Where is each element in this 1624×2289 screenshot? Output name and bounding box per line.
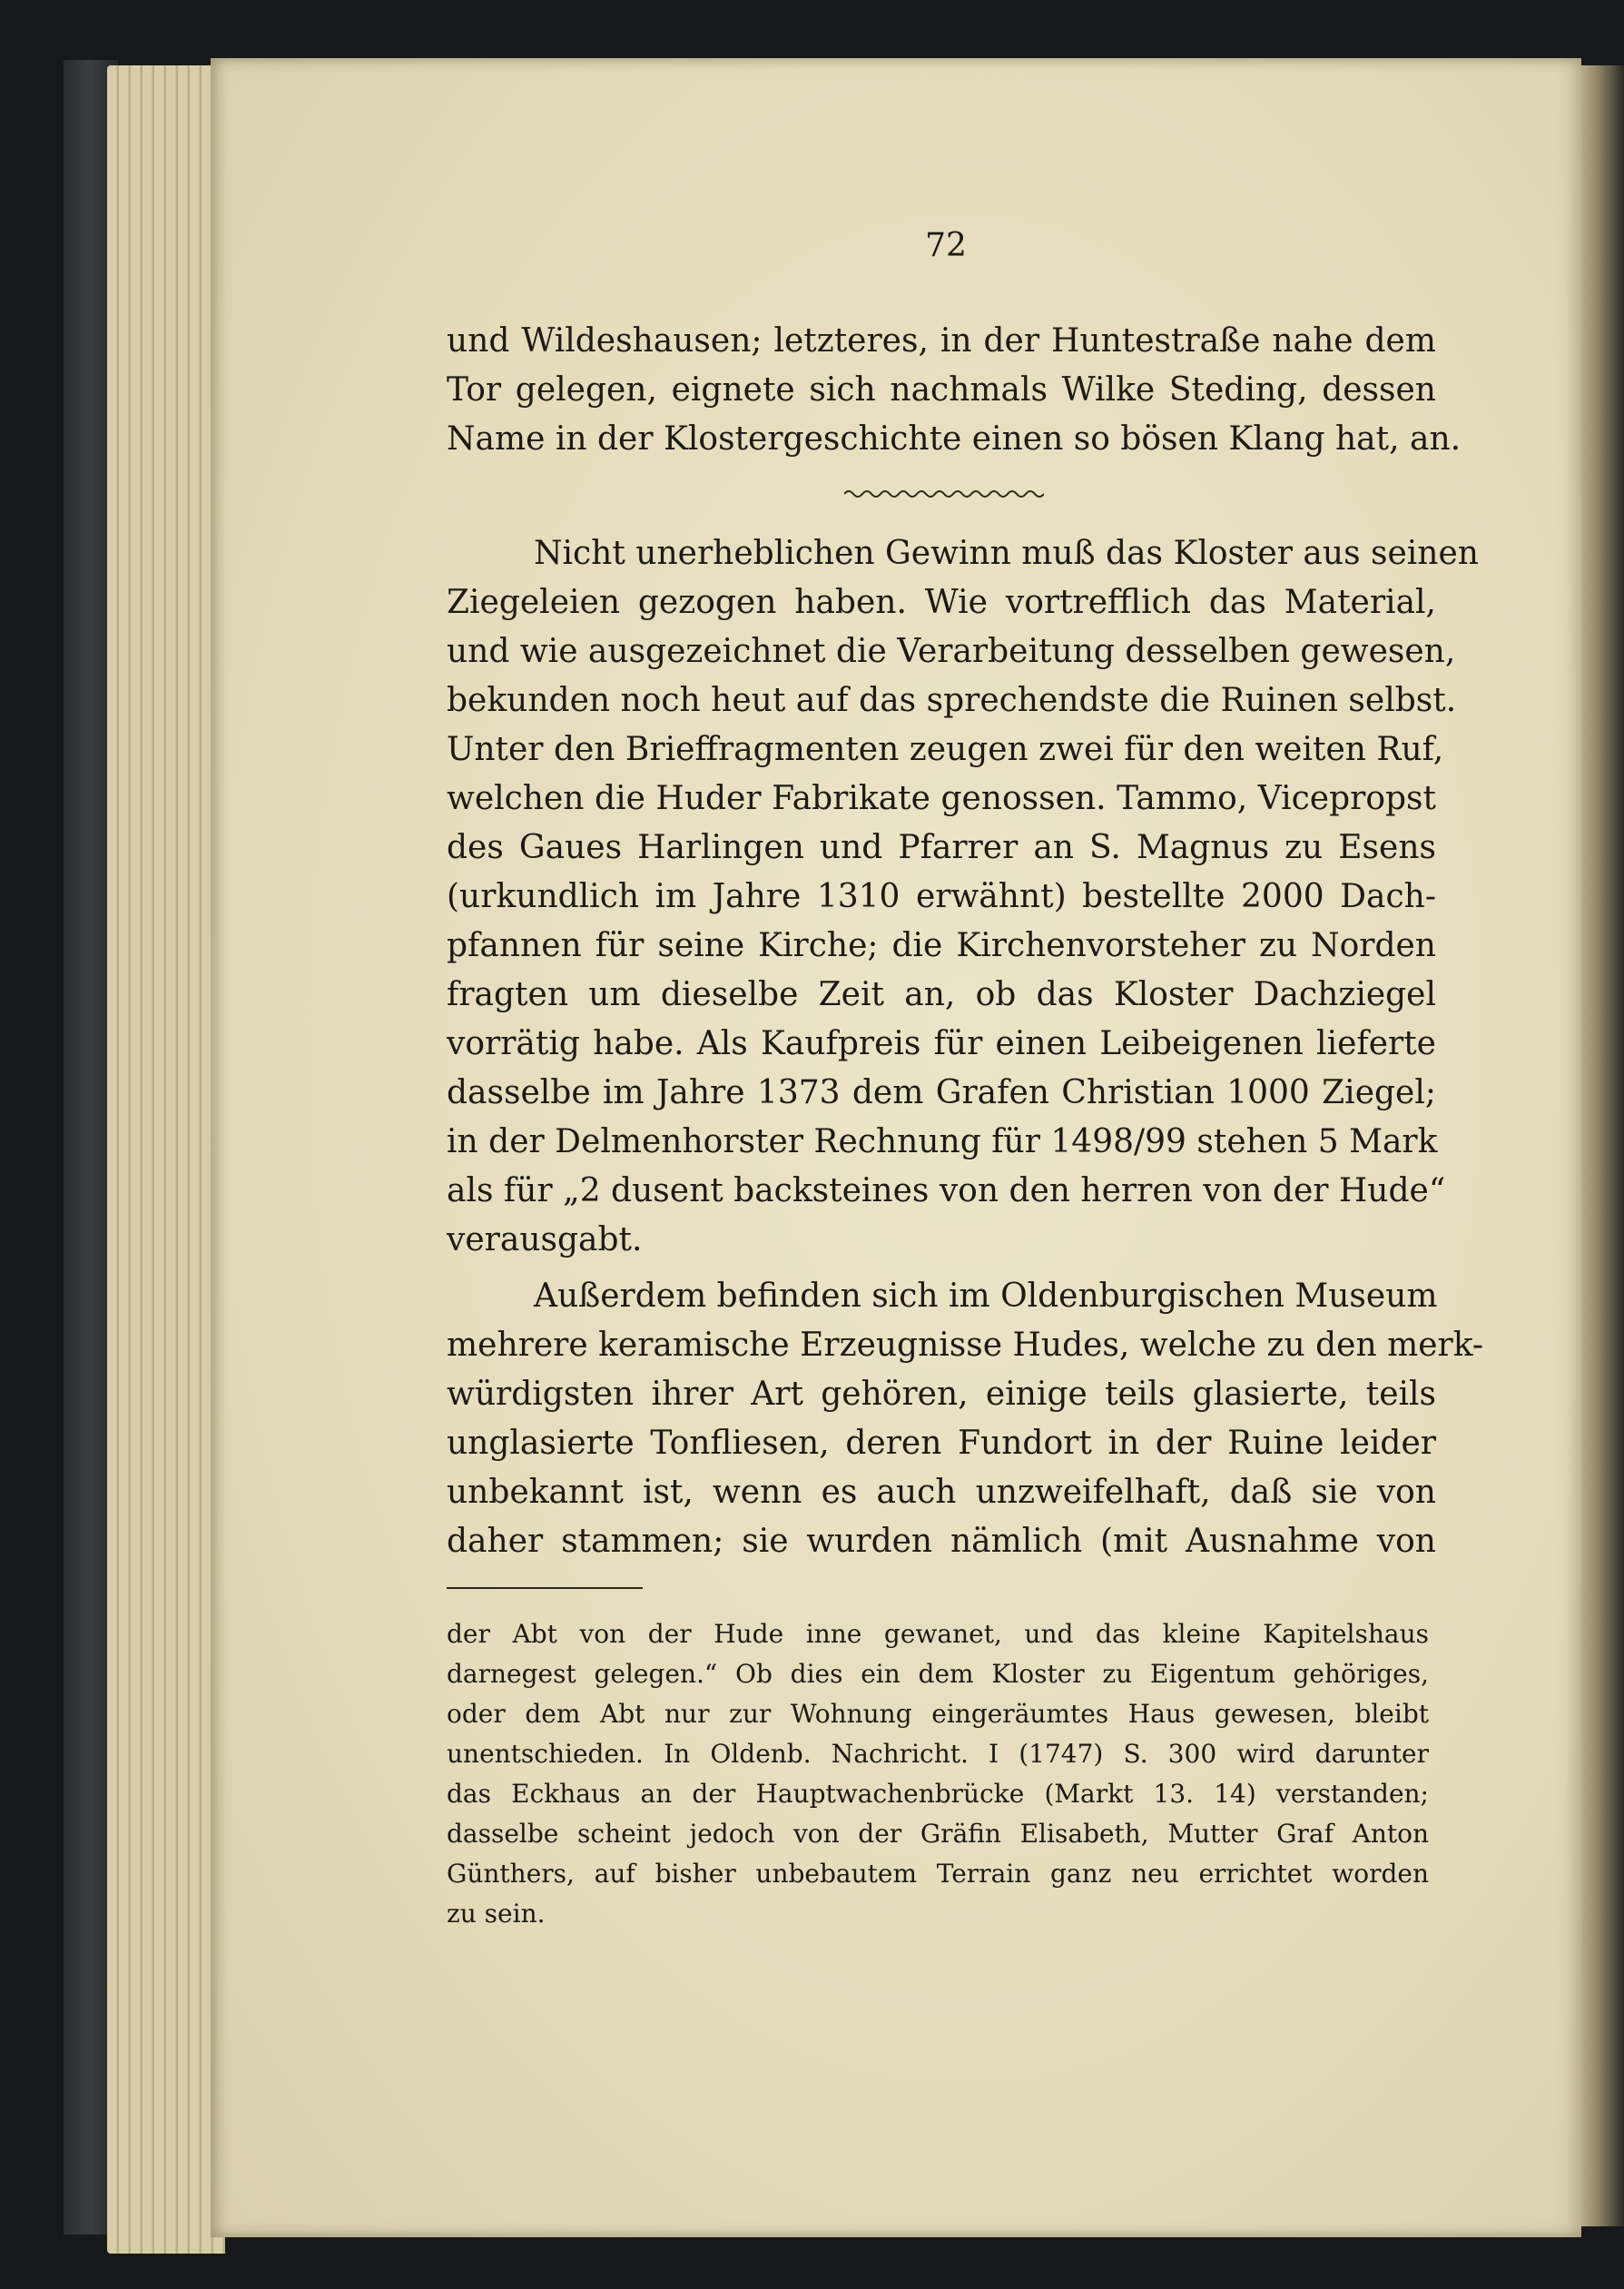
text-line: vorrätig habe. Als Kaufpreis für einen Leibeigenen lieferte [447,1025,1436,1062]
footnote-line: oder dem Abt nur zur Wohnung eingeräumtes Haus gewesen, bleibt [447,1699,1429,1729]
footnote-line: darnegest gelegen.“ Ob dies ein dem Kloster zu Eigentum gehöriges, [447,1659,1429,1689]
text-line: Tor gelegen, eignete sich nachmals Wilke Steding, dessen [447,371,1436,409]
text-line: würdigsten ihrer Art gehören, einige teils glasierte, teils [447,1376,1436,1413]
page-stack-edge [107,65,225,2254]
text-line: Name in der Klostergeschichte einen so bösen Klang hat, an. [447,420,1462,458]
text-line: dasselbe im Jahre 1373 dem Grafen Christian 1000 Ziegel; [447,1074,1436,1111]
text-line: unbekannt ist, wenn es auch unzweifelhaft, daß sie von [447,1474,1436,1511]
footnote-rule [447,1587,643,1589]
footnote-line: zu sein. [447,1899,546,1929]
text-line: in der Delmenhorster Rechnung für 1498/99 stehen 5 Mark [447,1123,1438,1160]
text-line: Außerdem befinden sich im Oldenburgischen Museum [534,1278,1438,1315]
section-divider [844,488,1044,500]
text-line: und Wildeshausen; letzteres, in der Huntestraße nahe dem [447,322,1436,360]
footnote-line: der Abt von der Hude inne gewanet, und das kleine Kapitelshaus [447,1619,1429,1649]
text-line: Unter den Brieffragmenten zeugen zwei für den weiten Ruf, [447,731,1444,768]
text-line: unglasierte Tonfliesen, deren Fundort in der Ruine leider [447,1425,1436,1462]
page-number: 72 [925,227,967,264]
text-line: Nicht unerheblichen Gewinn muß das Kloster aus seinen [534,535,1479,572]
book-gutter-shadow [1581,65,1624,2226]
footnote-line: unentschieden. In Oldenb. Nachricht. I (1747) S. 300 wird darunter [447,1739,1429,1769]
text-line: Ziegeleien gezogen haben. Wie vortrefflich das Material, [447,584,1436,621]
text-line: verausgabt. [447,1221,643,1258]
footnote-line: dasselbe scheint jedoch von der Gräfin Elisabeth, Mutter Graf Anton [447,1819,1429,1849]
text-line: des Gaues Harlingen und Pfarrer an S. Magnus zu Esens [447,829,1436,866]
text-line: daher stammen; sie wurden nämlich (mit Ausnahme von [447,1523,1436,1560]
text-line: und wie ausgezeichnet die Verarbeitung desselben gewesen, [447,633,1456,670]
text-line: bekunden noch heut auf das sprechendste die Ruinen selbst. [447,682,1457,719]
text-line: mehrere keramische Erzeugnisse Hudes, welche zu den merk- [447,1327,1484,1364]
text-line: (urkundlich im Jahre 1310 erwähnt) bestellte 2000 Dach- [447,878,1436,915]
footnote-line: Günthers, auf bisher unbebautem Terrain ganz neu errichtet worden [447,1859,1429,1889]
text-line: pfannen für seine Kirche; die Kirchenvorsteher zu Norden [447,927,1436,964]
text-line: als für „2 dusent backsteines von den herren von der Hude“ [447,1172,1446,1209]
text-line: welchen die Huder Fabrikate genossen. Tammo, Vicepropst [447,780,1436,817]
footnote-line: das Eckhaus an der Hauptwachenbrücke (Markt 13. 14) verstanden; [447,1779,1429,1809]
text-line: fragten um dieselbe Zeit an, ob das Kloster Dachziegel [447,976,1436,1013]
